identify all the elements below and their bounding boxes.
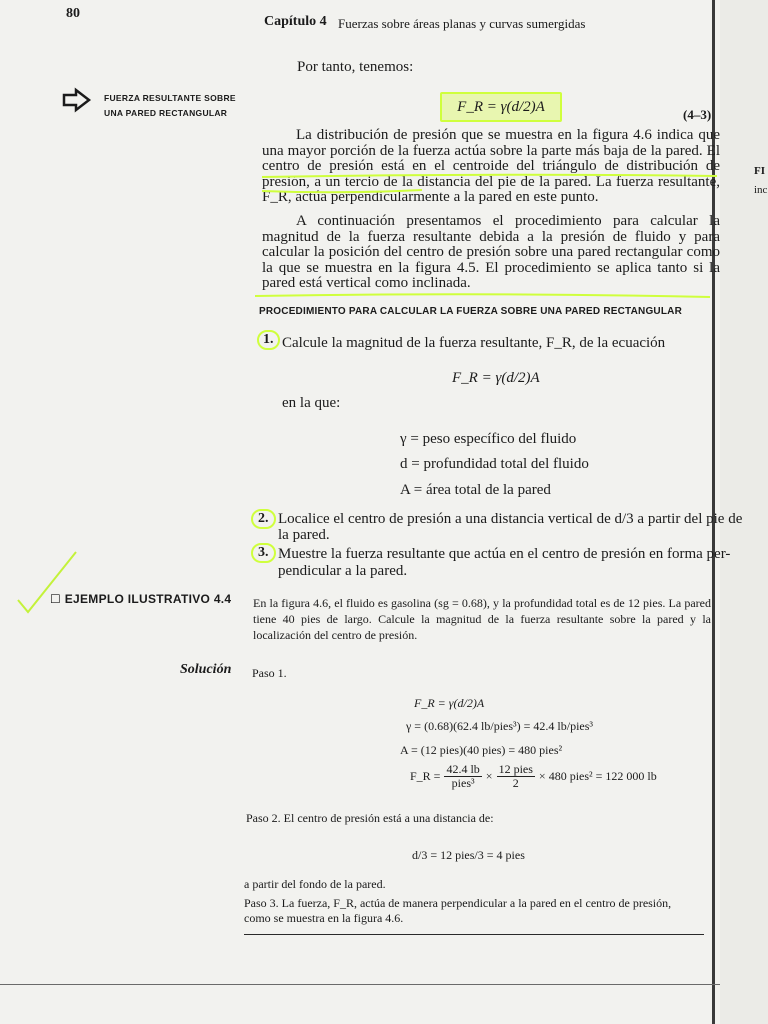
eq4-den2: 2 — [512, 776, 519, 790]
procedure-equation: F_R = γ(d/2)A — [452, 370, 540, 386]
step3-number: 3. — [251, 543, 276, 563]
eq4-num2: 12 pies — [498, 762, 533, 776]
def-depth: d = profundidad total del fluido — [400, 456, 589, 472]
where-label: en la que: — [282, 395, 341, 411]
eq4-rest: × 480 pies² = 122 000 lb — [538, 769, 657, 783]
chapter-label: Capítulo 4 — [264, 14, 327, 29]
example-label: ☐ EJEMPLO ILUSTRATIVO 4.4 — [50, 592, 232, 606]
solution-paso1: Paso 1. — [252, 666, 287, 680]
eq4-lhs: F_R = — [410, 769, 441, 783]
solution-eq1: F_R = γ(d/2)A — [414, 696, 485, 710]
solution-eq2: γ = (0.68)(62.4 lb/pies³) = 42.4 lb/pies³ — [406, 719, 594, 733]
eq4-times1: × — [485, 769, 493, 783]
paragraph-pressure-distribution: La distribución de presión que se muestra en la figura 4.6 indica que una mayor porción de la fuerza actúa sobre la parte más baja de la pared. El centro de presión está en el centroide del triángulo de distribución de presión, a un tercio de la distancia del pie de la pared. La fuerza resultante, F_R, actúa perpendicularmente a la pared en este punto. — [262, 127, 720, 205]
equation-number: (4–3) — [683, 107, 712, 122]
solution-eq3: A = (12 pies)(40 pies) = 480 pies² — [400, 743, 563, 757]
intro-text: Por tanto, tenemos: — [297, 59, 414, 75]
arrow-right-icon — [62, 88, 92, 112]
step2-number: 2. — [251, 509, 276, 529]
solution-paso3-line1: Paso 3. La fuerza, F_R, actúa de manera perpendicular a la pared en el centro de presión, — [244, 896, 672, 910]
step1-number: 1. — [257, 330, 280, 350]
eq4-fraction2 — [497, 763, 535, 790]
adjacent-page-text-1: FI — [754, 165, 765, 177]
solution-paso3-line2: como se muestra en la figura 4.6. — [244, 911, 404, 925]
solution-paso2: Paso 2. El centro de presión está a una distancia de: — [246, 811, 494, 825]
side-note-line1: FUERZA RESULTANTE SOBRE — [104, 93, 236, 103]
checkmark-icon — [14, 548, 84, 618]
solution-eq4 — [410, 763, 657, 790]
page-number: 80 — [66, 6, 80, 21]
adjacent-page-text-2: inc — [754, 184, 768, 196]
example-text: En la figura 4.6, el fluido es gasolina (sg = 0.68), y la profundidad total es de 12 pies. La pared tiene 40 pies de largo. Calcule la magnitud de la fuerza resultante sobre la pared y la localización del centro de presión. — [253, 596, 711, 642]
eq4-fraction1 — [444, 763, 481, 790]
section-divider — [244, 934, 704, 935]
equation-main: F_R = γ(d/2)A — [440, 92, 562, 122]
step3-line1: Muestre la fuerza resultante que actúa en el centro de presión en forma per- — [278, 546, 731, 562]
chapter-title: Fuerzas sobre áreas planas y curvas sumergidas — [338, 16, 586, 31]
procedure-title: PROCEDIMIENTO PARA CALCULAR LA FUERZA SOBRE UNA PARED RECTANGULAR — [259, 306, 682, 317]
step3-line2: pendicular a la pared. — [278, 563, 408, 579]
step1-text: Calcule la magnitud de la fuerza resultante, F_R, de la ecuación — [282, 335, 666, 351]
eq4-den1: pies³ — [451, 776, 475, 790]
solution-eq5: d/3 = 12 pies/3 = 4 pies — [412, 848, 525, 862]
eq4-num1: 42.4 lb — [446, 762, 480, 776]
step2-line1: Localice el centro de presión a una distancia vertical de d/3 a partir del pie de — [278, 511, 743, 527]
bottom-shadow-line — [0, 984, 720, 985]
def-area: A = área total de la pared — [400, 482, 551, 498]
paragraph-procedure-intro: A continuación presentamos el procedimiento para calcular la magnitud de la fuerza resultante debida a la presión de fluido y para calcular la posición del centro de presión sobre una pared rectangular como la que se muestra en la figura 4.5. El procedimiento se aplica tanto si la pared está vertical como inclinada. — [262, 213, 720, 291]
side-note-line2: UNA PARED RECTANGULAR — [104, 108, 228, 118]
highlighter-underline — [262, 175, 722, 195]
step2-line2: la pared. — [278, 527, 330, 543]
solution-paso2-end: a partir del fondo de la pared. — [244, 877, 386, 891]
solution-label: Solución — [180, 662, 232, 677]
def-gamma: γ = peso específico del fluido — [400, 431, 577, 447]
highlighter-stroke — [255, 292, 715, 302]
